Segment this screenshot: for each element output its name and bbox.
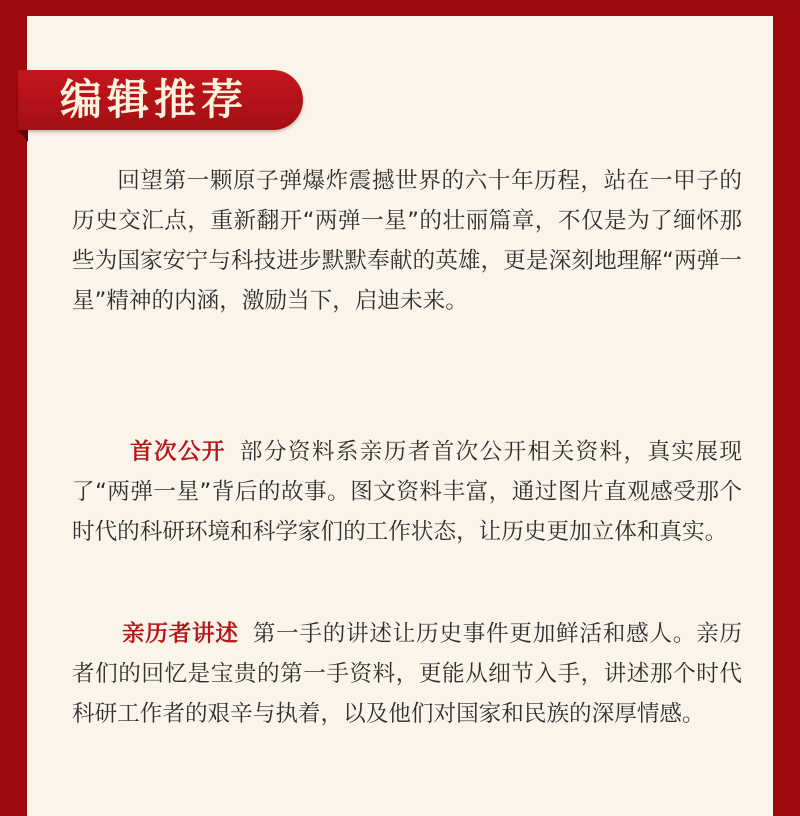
witness-heading: 亲历者讲述 bbox=[122, 621, 239, 647]
first-public-heading: 首次公开 bbox=[130, 439, 226, 465]
intro-paragraph: 回望第一颗原子弹爆炸震撼世界的六十年历程，站在一甲子的历史交汇点，重新翻开“两弹一星”的壮丽篇章，不仅是为了缅怀那些为国家安宁与科技进步默默奉献的英雄，更是深刻地理解“两弹一星”精神的内涵，激励当下，启迪未来。 bbox=[72, 168, 742, 314]
first-public-paragraph bbox=[72, 432, 742, 552]
first-public-text: 部分资料系亲历者首次公开相关资料，真实展现了“两弹一星”背后的故事。图文资料丰富，通过图片直观感受那个时代的科研环境和科学家们的工作状态，让历史更加立体和真实。 bbox=[72, 439, 743, 545]
section-title: 编辑推荐 bbox=[60, 75, 249, 124]
witness-paragraph bbox=[72, 614, 742, 734]
section-title-banner bbox=[18, 70, 303, 130]
witness-text: 第一手的讲述让历史事件更加鲜活和感人。亲历者们的回忆是宝贵的第一手资料，更能从细节入手，讲述那个时代科研工作者的艰辛与执着，以及他们对国家和民族的深厚情感。 bbox=[72, 621, 743, 727]
